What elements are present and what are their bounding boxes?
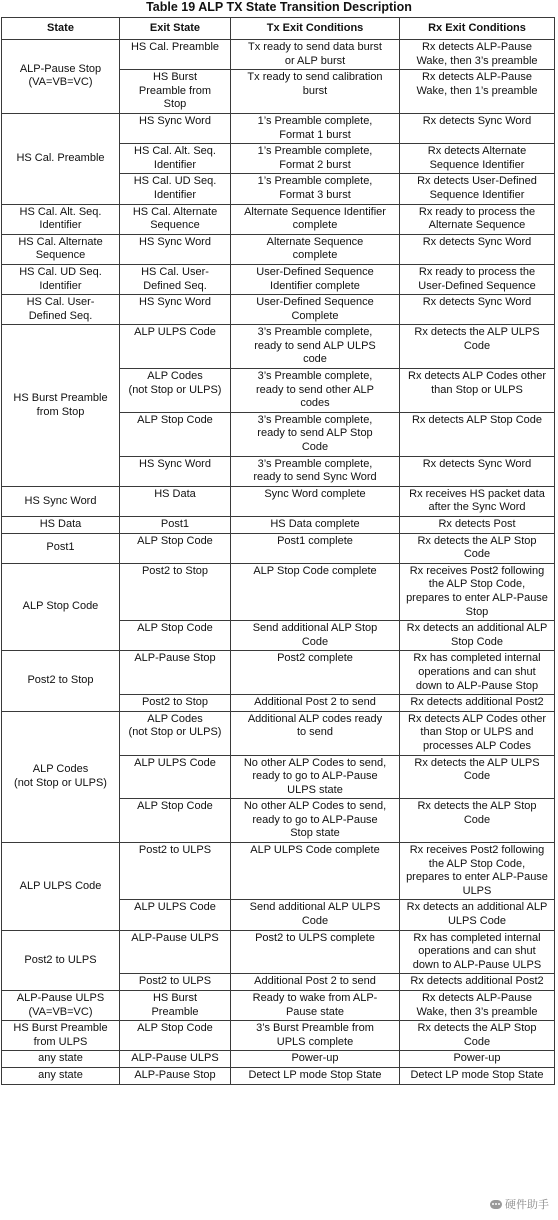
exit-state-cell: HS Burst Preamble from Stop xyxy=(120,70,231,114)
exit-state-cell: HS Cal. UD Seq. Identifier xyxy=(120,174,231,204)
table-title: Table 19 ALP TX State Transition Description xyxy=(146,0,412,14)
rx-condition-cell: Rx detects Sync Word xyxy=(400,295,555,325)
tx-condition-cell: Send additional ALP ULPS Code xyxy=(231,900,400,930)
exit-state-cell: ALP Stop Code xyxy=(120,799,231,843)
rx-condition-cell: Rx detects an additional ALP ULPS Code xyxy=(400,900,555,930)
exit-state-cell: ALP Codes (not Stop or ULPS) xyxy=(120,369,231,413)
tx-condition-cell: Post1 complete xyxy=(231,533,400,563)
state-cell: HS Cal. Preamble xyxy=(2,113,120,204)
rx-condition-cell: Rx detects the ALP ULPS Code xyxy=(400,755,555,799)
exit-state-cell: ALP Stop Code xyxy=(120,533,231,563)
tx-condition-cell: No other ALP Codes to send, ready to go to ALP-Pause ULPS state xyxy=(231,755,400,799)
tx-condition-cell: 3’s Preamble complete, ready to send other ALP codes xyxy=(231,369,400,413)
rx-condition-cell: Power-up xyxy=(400,1051,555,1068)
exit-state-cell: ALP ULPS Code xyxy=(120,900,231,930)
table-row xyxy=(2,204,555,234)
exit-state-cell: ALP-Pause Stop xyxy=(120,651,231,695)
tx-condition-cell: No other ALP Codes to send, ready to go to ALP-Pause Stop state xyxy=(231,799,400,843)
state-cell: any state xyxy=(2,1067,120,1084)
state-cell: HS Burst Preamble from ULPS xyxy=(2,1021,120,1051)
header-exit-state: Exit State xyxy=(120,18,231,40)
rx-condition-cell: Rx detects Post xyxy=(400,517,555,534)
rx-condition-cell: Rx detects additional Post2 xyxy=(400,695,555,712)
tx-condition-cell: ALP Stop Code complete xyxy=(231,563,400,620)
state-cell: ALP ULPS Code xyxy=(2,843,120,931)
exit-state-cell: Post2 to Stop xyxy=(120,563,231,620)
tx-condition-cell: Tx ready to send calibration burst xyxy=(231,70,400,114)
state-cell: Post1 xyxy=(2,533,120,563)
exit-state-cell: ALP Stop Code xyxy=(120,621,231,651)
rx-condition-cell: Rx detects Sync Word xyxy=(400,113,555,143)
exit-state-cell: HS Sync Word xyxy=(120,113,231,143)
state-transition-table xyxy=(1,17,555,1085)
rx-condition-cell: Rx detects the ALP Stop Code xyxy=(400,1021,555,1051)
table-row xyxy=(2,1067,555,1084)
state-cell: Post2 to Stop xyxy=(2,651,120,711)
exit-state-cell: Post2 to Stop xyxy=(120,695,231,712)
tx-condition-cell: Additional Post 2 to send xyxy=(231,695,400,712)
rx-condition-cell: Rx detects Sync Word xyxy=(400,234,555,264)
table-row xyxy=(2,711,555,755)
tx-condition-cell: ALP ULPS Code complete xyxy=(231,843,400,900)
watermark-text: 硬件助手 xyxy=(505,1199,549,1211)
exit-state-cell: ALP-Pause ULPS xyxy=(120,1051,231,1068)
rx-condition-cell: Rx receives HS packet data after the Sync Word xyxy=(400,486,555,516)
chat-bubble-icon xyxy=(490,1200,502,1209)
exit-state-cell: HS Cal. Alternate Sequence xyxy=(120,204,231,234)
exit-state-cell: ALP-Pause Stop xyxy=(120,1067,231,1084)
rx-condition-cell: Rx detects ALP-Pause Wake, then 3’s preamble xyxy=(400,991,555,1021)
rx-condition-cell: Rx detects additional Post2 xyxy=(400,974,555,991)
tx-condition-cell: HS Data complete xyxy=(231,517,400,534)
state-cell: Post2 to ULPS xyxy=(2,930,120,990)
rx-condition-cell: Rx receives Post2 following the ALP Stop Code, prepares to enter ALP-Pause Stop xyxy=(400,563,555,620)
exit-state-cell: HS Sync Word xyxy=(120,295,231,325)
state-cell: ALP-Pause Stop (VA=VB=VC) xyxy=(2,40,120,114)
table-row xyxy=(2,295,555,325)
tx-condition-cell: Send additional ALP Stop Code xyxy=(231,621,400,651)
state-cell: HS Burst Preamble from Stop xyxy=(2,325,120,487)
rx-condition-cell: Rx detects an additional ALP Stop Code xyxy=(400,621,555,651)
state-cell: ALP Codes (not Stop or ULPS) xyxy=(2,711,120,842)
state-cell: ALP Stop Code xyxy=(2,563,120,651)
exit-state-cell: ALP Stop Code xyxy=(120,412,231,456)
tx-condition-cell: Detect LP mode Stop State xyxy=(231,1067,400,1084)
exit-state-cell: HS Cal. Alt. Seq. Identifier xyxy=(120,144,231,174)
tx-condition-cell: 3’s Preamble complete, ready to send ALP Stop Code xyxy=(231,412,400,456)
table-row xyxy=(2,651,555,695)
table-row xyxy=(2,264,555,294)
exit-state-cell: HS Data xyxy=(120,486,231,516)
rx-condition-cell: Rx ready to process the User-Defined Sequence xyxy=(400,264,555,294)
table-row xyxy=(2,1021,555,1051)
tx-condition-cell: Additional Post 2 to send xyxy=(231,974,400,991)
tx-condition-cell: 1’s Preamble complete, Format 2 burst xyxy=(231,144,400,174)
table-header-row xyxy=(2,18,555,40)
tx-condition-cell: Post2 complete xyxy=(231,651,400,695)
header-rx-exit-conditions: Rx Exit Conditions xyxy=(400,18,555,40)
table-body xyxy=(2,40,555,1085)
exit-state-cell: ALP Stop Code xyxy=(120,1021,231,1051)
rx-condition-cell: Rx detects the ALP Stop Code xyxy=(400,533,555,563)
table-row xyxy=(2,843,555,900)
state-cell: HS Data xyxy=(2,517,120,534)
table-row xyxy=(2,486,555,516)
tx-condition-cell: User-Defined Sequence Complete xyxy=(231,295,400,325)
table-row xyxy=(2,40,555,70)
tx-condition-cell: 3’s Preamble complete, ready to send Sync Word xyxy=(231,456,400,486)
exit-state-cell: ALP-Pause ULPS xyxy=(120,930,231,974)
tx-condition-cell: Alternate Sequence Identifier complete xyxy=(231,204,400,234)
state-cell: HS Sync Word xyxy=(2,486,120,516)
rx-condition-cell: Detect LP mode Stop State xyxy=(400,1067,555,1084)
tx-condition-cell: 3’s Preamble complete, ready to send ALP ULPS code xyxy=(231,325,400,369)
table-row xyxy=(2,1051,555,1068)
table-row xyxy=(2,113,555,143)
rx-condition-cell: Rx has completed internal operations and can shut down to ALP-Pause ULPS xyxy=(400,930,555,974)
exit-state-cell: HS Burst Preamble xyxy=(120,991,231,1021)
state-cell: any state xyxy=(2,1051,120,1068)
exit-state-cell: HS Cal. Preamble xyxy=(120,40,231,70)
state-cell: HS Cal. Alt. Seq. Identifier xyxy=(2,204,120,234)
rx-condition-cell: Rx ready to process the Alternate Sequence xyxy=(400,204,555,234)
header-state: State xyxy=(2,18,120,40)
exit-state-cell: HS Sync Word xyxy=(120,234,231,264)
state-cell: HS Cal. Alternate Sequence xyxy=(2,234,120,264)
tx-condition-cell: Power-up xyxy=(231,1051,400,1068)
rx-condition-cell: Rx detects the ALP Stop Code xyxy=(400,799,555,843)
rx-condition-cell: Rx detects Alternate Sequence Identifier xyxy=(400,144,555,174)
tx-condition-cell: 1’s Preamble complete, Format 3 burst xyxy=(231,174,400,204)
table-row xyxy=(2,517,555,534)
tx-condition-cell: Post2 to ULPS complete xyxy=(231,930,400,974)
table-row xyxy=(2,563,555,620)
tx-condition-cell: Sync Word complete xyxy=(231,486,400,516)
tx-condition-cell: 1’s Preamble complete, Format 1 burst xyxy=(231,113,400,143)
exit-state-cell: ALP ULPS Code xyxy=(120,325,231,369)
state-cell: HS Cal. User- Defined Seq. xyxy=(2,295,120,325)
table-row xyxy=(2,991,555,1021)
tx-condition-cell: Ready to wake from ALP- Pause state xyxy=(231,991,400,1021)
rx-condition-cell: Rx has completed internal operations and can shut down to ALP-Pause Stop xyxy=(400,651,555,695)
rx-condition-cell: Rx detects the ALP ULPS Code xyxy=(400,325,555,369)
rx-condition-cell: Rx detects ALP-Pause Wake, then 1’s preamble xyxy=(400,70,555,114)
rx-condition-cell: Rx detects ALP Codes other than Stop or ULPS xyxy=(400,369,555,413)
rx-condition-cell: Rx detects ALP-Pause Wake, then 3’s preamble xyxy=(400,40,555,70)
exit-state-cell: Post2 to ULPS xyxy=(120,974,231,991)
table-row xyxy=(2,930,555,974)
tx-condition-cell: User-Defined Sequence Identifier complete xyxy=(231,264,400,294)
exit-state-cell: ALP Codes (not Stop or ULPS) xyxy=(120,711,231,755)
exit-state-cell: ALP ULPS Code xyxy=(120,755,231,799)
table-row xyxy=(2,325,555,369)
tx-condition-cell: 3’s Burst Preamble from UPLS complete xyxy=(231,1021,400,1051)
rx-condition-cell: Rx receives Post2 following the ALP Stop Code, prepares to enter ALP-Pause ULPS xyxy=(400,843,555,900)
rx-condition-cell: Rx detects ALP Codes other than Stop or ULPS and processes ALP Codes xyxy=(400,711,555,755)
table-row xyxy=(2,234,555,264)
table-row xyxy=(2,533,555,563)
rx-condition-cell: Rx detects Sync Word xyxy=(400,456,555,486)
exit-state-cell: Post1 xyxy=(120,517,231,534)
tx-condition-cell: Alternate Sequence complete xyxy=(231,234,400,264)
tx-condition-cell: Additional ALP codes ready to send xyxy=(231,711,400,755)
exit-state-cell: Post2 to ULPS xyxy=(120,843,231,900)
header-tx-exit-conditions: Tx Exit Conditions xyxy=(231,18,400,40)
exit-state-cell: HS Cal. User- Defined Seq. xyxy=(120,264,231,294)
state-cell: HS Cal. UD Seq. Identifier xyxy=(2,264,120,294)
rx-condition-cell: Rx detects ALP Stop Code xyxy=(400,412,555,456)
exit-state-cell: HS Sync Word xyxy=(120,456,231,486)
watermark xyxy=(487,1196,552,1212)
tx-condition-cell: Tx ready to send data burst or ALP burst xyxy=(231,40,400,70)
rx-condition-cell: Rx detects User-Defined Sequence Identifier xyxy=(400,174,555,204)
state-cell: ALP-Pause ULPS (VA=VB=VC) xyxy=(2,991,120,1021)
